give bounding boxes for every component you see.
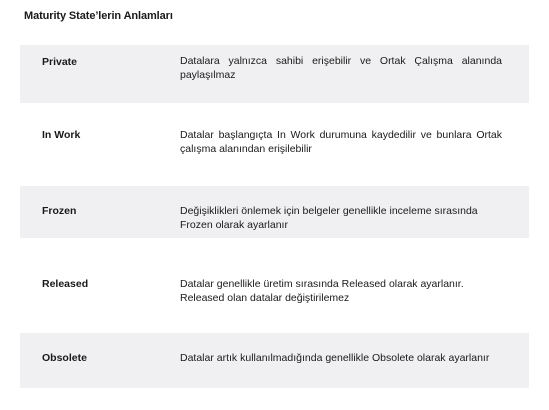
state-row-private xyxy=(20,45,529,103)
state-description: Datalar artık kullanılmadığında genellikle Obsolete olarak ayarlanır xyxy=(180,352,490,364)
state-row-in-work xyxy=(20,103,529,173)
state-name: Obsolete xyxy=(42,352,87,364)
state-description: Değişiklikleri önlemek için belgeler genellikle inceleme sırasında Frozen olarak ayarlanır xyxy=(180,205,478,231)
state-description: Datalara yalnızca sahibi erişebilir ve Ortak Çalışma alanında paylaşılmaz xyxy=(180,55,502,81)
page-title: Maturity State’lerin Anlamları xyxy=(24,10,173,22)
state-description: Datalar başlangıçta In Work durumuna kaydedilir ve bunlara Ortak çalışma alanından erişilebilir xyxy=(180,129,502,155)
state-row-released xyxy=(20,238,529,328)
state-name: Frozen xyxy=(42,205,77,217)
state-name: Released xyxy=(42,278,89,290)
state-row-frozen xyxy=(20,186,529,238)
state-name: In Work xyxy=(42,129,81,141)
state-name: Private xyxy=(42,56,78,68)
state-description: Datalar genellikle üretim sırasında Released olarak ayarlanır. Released olan datalar değiştirilemez xyxy=(180,278,464,304)
state-row-obsolete xyxy=(20,333,529,388)
